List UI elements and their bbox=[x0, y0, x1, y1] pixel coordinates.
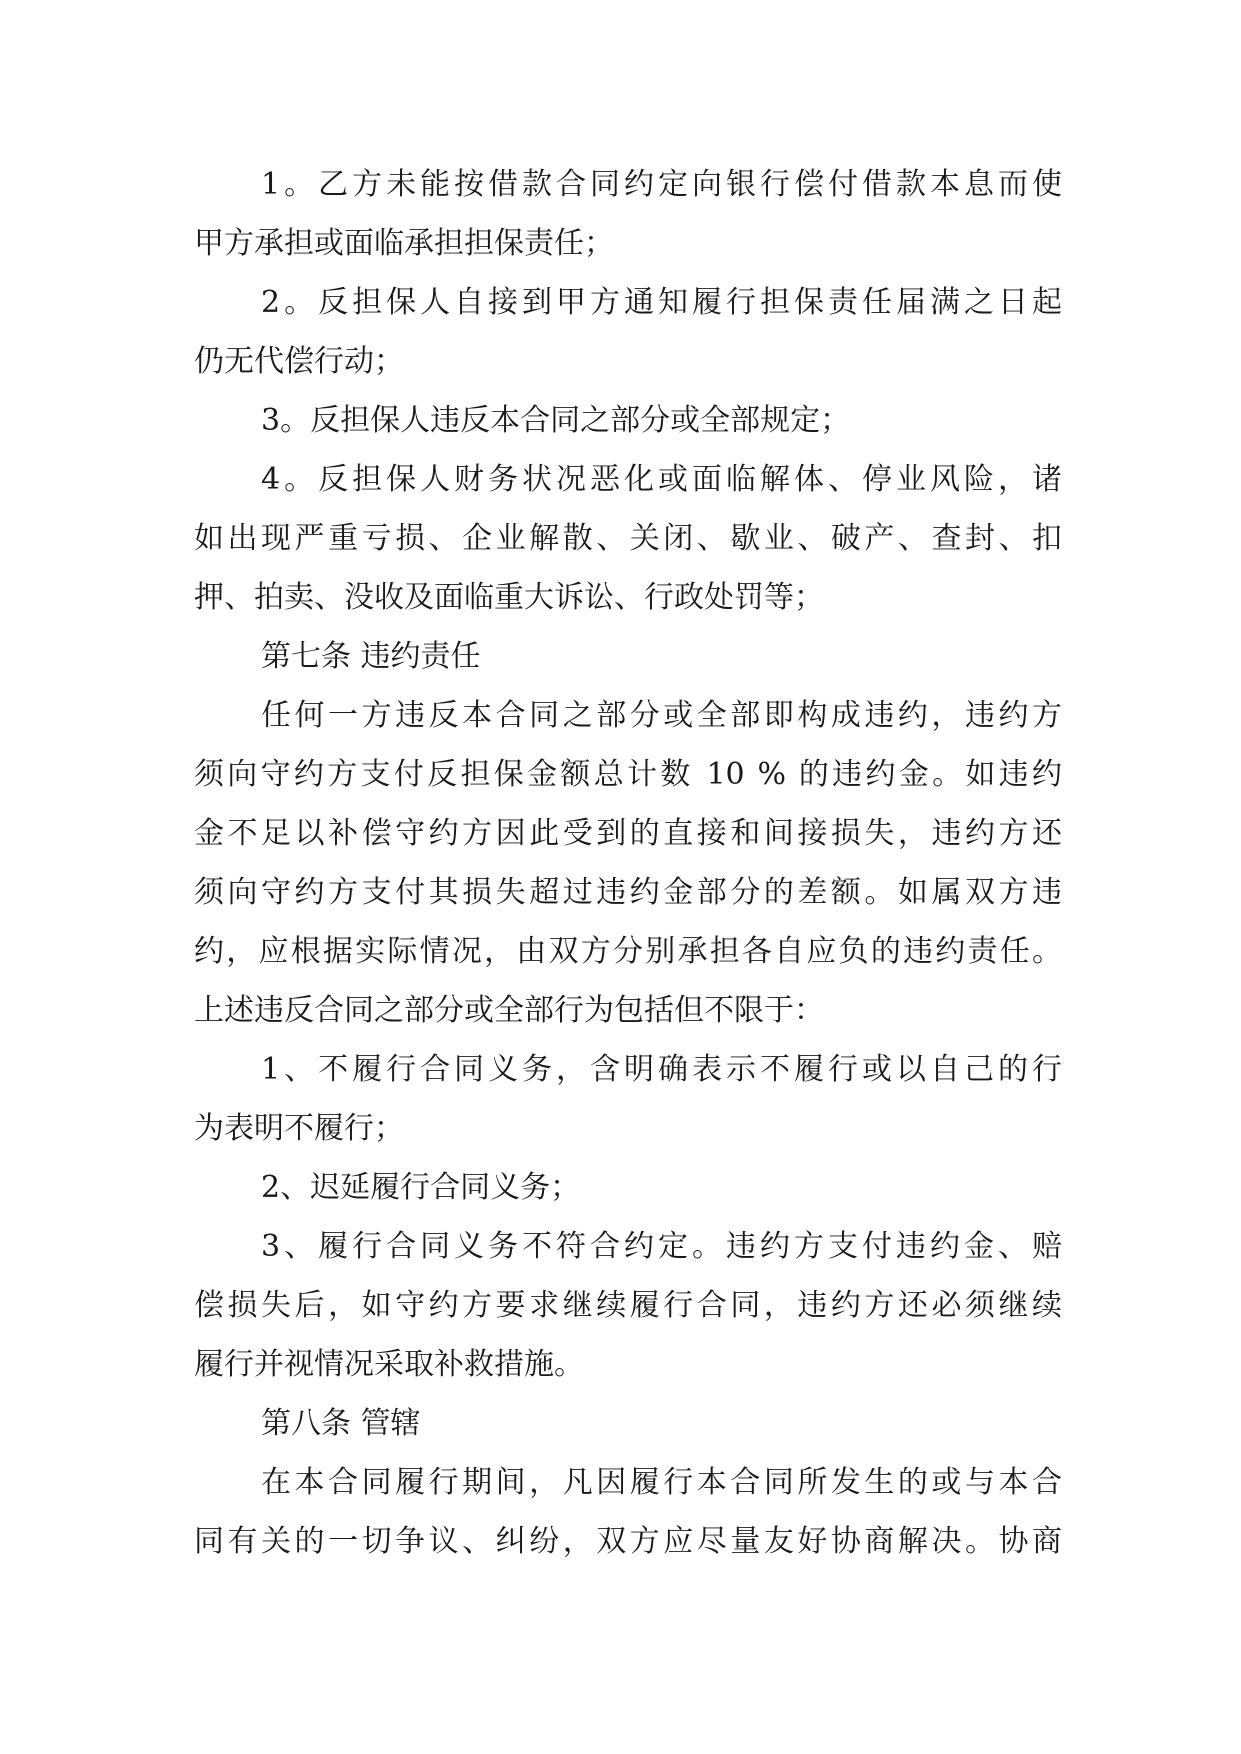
breach-condition-3 bbox=[194, 391, 1062, 450]
section-heading: 第七条 违约责任 bbox=[261, 639, 481, 674]
paragraph-line: 上述违反合同之部分或全部行为包括但不限于： bbox=[194, 993, 824, 1028]
paragraph-line: 同有关的一切争议、纠纷，双方应尽量友好协商解决。协商 bbox=[194, 1524, 1062, 1559]
paragraph-line: 为表明不履行； bbox=[194, 1111, 404, 1146]
breach-condition-2 bbox=[194, 273, 1062, 391]
paragraph-line: 1。乙方未能按借款合同约定向银行偿付借款本息而使 bbox=[261, 167, 1062, 202]
article-8-heading bbox=[194, 1394, 1062, 1453]
paragraph-line: 甲方承担或面临承担担保责任； bbox=[194, 226, 614, 261]
paragraph-line: 3。反担保人违反本合同之部分或全部规定； bbox=[261, 403, 851, 438]
paragraph-line: 在本合同履行期间，凡因履行本合同所发生的或与本合 bbox=[261, 1465, 1062, 1500]
paragraph-line: 1、不履行合同义务，含明确表示不履行或以自己的行 bbox=[261, 1052, 1062, 1087]
paragraph-line: 2。反担保人自接到甲方通知履行担保责任届满之日起 bbox=[261, 285, 1062, 320]
document-body bbox=[194, 155, 1062, 1571]
paragraph-line: 仍无代偿行动； bbox=[194, 344, 404, 379]
paragraph-line: 履行并视情况采取补救措施。 bbox=[194, 1347, 584, 1382]
paragraph-line: 押、拍卖、没收及面临重大诉讼、行政处罚等； bbox=[194, 580, 824, 615]
paragraph-line: 须向守约方支付反担保金额总计数 10 % 的违约金。如违约 bbox=[194, 757, 1062, 792]
article-7-heading bbox=[194, 627, 1062, 686]
paragraph-line: 4。反担保人财务状况恶化或面临解体、停业风险，诸 bbox=[261, 462, 1062, 497]
paragraph-line: 任何一方违反本合同之部分或全部即构成违约，违约方 bbox=[261, 698, 1062, 733]
paragraph-line: 3、履行合同义务不符合约定。违约方支付违约金、赔 bbox=[261, 1229, 1062, 1264]
paragraph-line: 偿损失后，如守约方要求继续履行合同，违约方还必须继续 bbox=[194, 1288, 1062, 1323]
article-8-body bbox=[194, 1453, 1062, 1571]
breach-behavior-1 bbox=[194, 1040, 1062, 1158]
paragraph-line: 如出现严重亏损、企业解散、关闭、歇业、破产、查封、扣 bbox=[194, 521, 1062, 556]
paragraph-line: 约，应根据实际情况，由双方分别承担各自应负的违约责任。 bbox=[194, 934, 1062, 969]
breach-behavior-2 bbox=[194, 1158, 1062, 1217]
breach-condition-1 bbox=[194, 155, 1062, 273]
paragraph-line: 须向守约方支付其损失超过违约金部分的差额。如属双方违 bbox=[194, 875, 1062, 910]
breach-condition-4 bbox=[194, 450, 1062, 627]
paragraph-line: 2、迟延履行合同义务； bbox=[261, 1170, 581, 1205]
article-7-body bbox=[194, 686, 1062, 1040]
breach-behavior-3 bbox=[194, 1217, 1062, 1394]
paragraph-line: 金不足以补偿守约方因此受到的直接和间接损失，违约方还 bbox=[194, 816, 1062, 851]
section-heading: 第八条 管辖 bbox=[261, 1406, 421, 1441]
